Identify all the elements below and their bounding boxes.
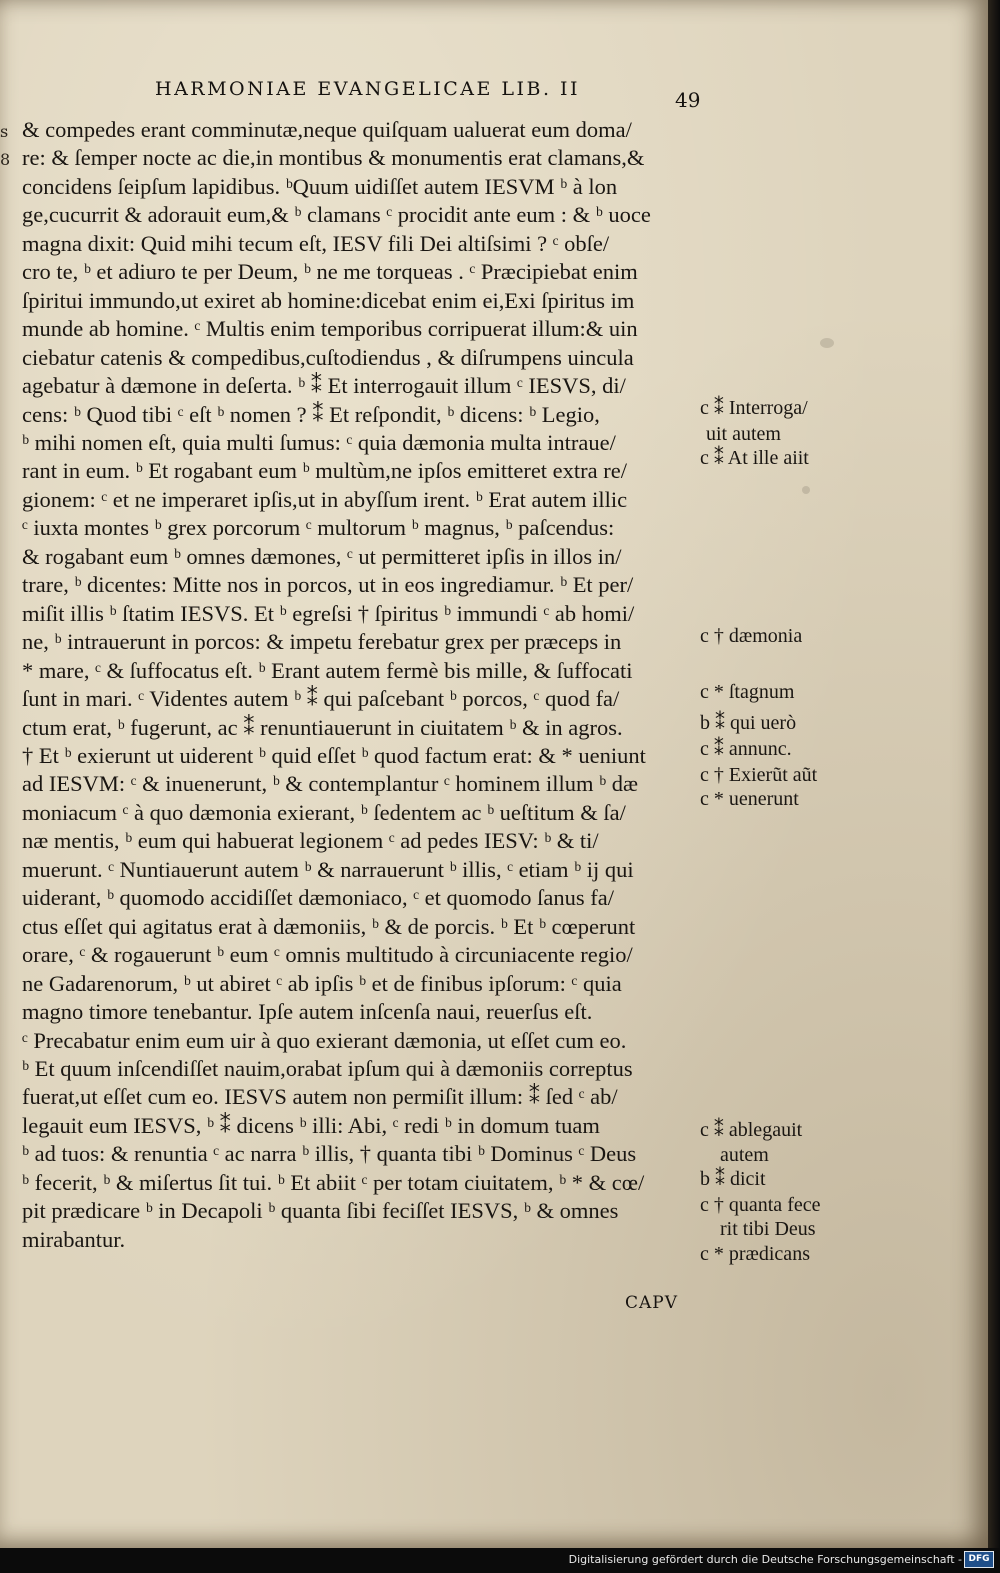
text-line: ᵇ Et quum inſcendiſſet nauim,orabat ipſum qui à dæmoniis correptus xyxy=(22,1055,633,1081)
text-line: ᶜ iuxta montes ᵇ grex porcorum ᶜ multorum ᵇ magnus, ᵇ paſcendus: xyxy=(22,515,615,541)
margin-note: rit tibi Deus xyxy=(720,1218,816,1240)
page-edge-shadow xyxy=(988,0,1000,1548)
text-line: ne, ᵇ intrauerunt in porcos: & impetu ferebatur grex per præceps in xyxy=(22,629,622,655)
digitization-credit: Digitalisierung gefördert durch die Deutsche Forschungsgemeinschaft - xyxy=(568,1553,962,1566)
text-line: orare, ᶜ & rogauerunt ᵇ eum ᶜ omnis multitudo à circuniacente regio/ xyxy=(22,942,633,968)
text-line: moniacum ᶜ à quo dæmonia exierant, ᵇ ſedentem ac ᵇ ueſtitum & ſa/ xyxy=(22,799,626,825)
text-line: ctus eſſet qui agitatus erat à dæmoniis, ᵇ & de porcis. ᵇ Et ᵇ cœperunt xyxy=(22,913,636,939)
text-line: mirabantur. xyxy=(22,1226,126,1252)
ink-smudge xyxy=(820,338,834,348)
text-line: concidens ſeipſum lapidibus. ᵇQuum uidiſſet autem IESVM ᵇ à lon xyxy=(22,173,618,199)
margin-note: c ⁑ Interroga/ xyxy=(700,397,808,419)
text-line: ᶜ Precabatur enim eum uir à quo exierant dæmonia, ut eſſet cum eo. xyxy=(22,1027,627,1053)
text-line: pit prædicare ᵇ in Decapoli ᵇ quanta ſibi feciſſet IESVS, ᵇ & omnes xyxy=(22,1198,619,1224)
running-title: HARMONIAE EVANGELICAE LIB. II xyxy=(155,78,581,100)
text-line: ne Gadarenorum, ᵇ ut abiret ᶜ ab ipſis ᵇ et de finibus ipſorum: ᶜ quia xyxy=(22,970,622,996)
text-line: rant in eum. ᵇ Et rogabant eum ᵇ multùm,ne ipſos emitteret extra re/ xyxy=(22,458,628,484)
text-line: fuerat,ut eſſet cum eo. IESVS autem non permiſit illum: ⁑ ſed ᶜ ab/ xyxy=(22,1084,618,1110)
catchword: CAPV xyxy=(625,1293,678,1313)
text-line: ciebatur catenis & compedibus,cuſtodiendus , & diſrumpens uincula xyxy=(22,344,634,370)
margin-note: c * prædicans xyxy=(700,1243,810,1265)
text-line: magna dixit: Quid mihi tecum eſt, IESV fili Dei altiſsimi ? ᶜ obſe/ xyxy=(22,230,610,256)
text-line: * mare, ᶜ & ſuffocatus eſt. ᵇ Erant autem fermè bis mille, & ſuffocati xyxy=(22,657,633,683)
margin-note: autem xyxy=(720,1144,769,1166)
edge-mark: 8 xyxy=(0,150,11,169)
edge-mark: ꜱ xyxy=(0,122,9,141)
text-line: ſunt in mari. ᶜ Videntes autem ᵇ ⁑ qui paſcebant ᵇ porcos, ᶜ quod fa/ xyxy=(22,686,620,712)
text-line: muerunt. ᶜ Nuntiauerunt autem ᵇ & narrauerunt ᵇ illis, ᶜ etiam ᵇ ij qui xyxy=(22,856,634,882)
margin-note: uit autem xyxy=(706,423,781,445)
text-line: ᵇ fecerit, ᵇ & miſertus ſit tui. ᵇ Et abiit ᶜ per totam ciuitatem, ᵇ * & cœ/ xyxy=(22,1169,645,1195)
margin-note: b ⁑ dicit xyxy=(700,1168,766,1190)
ink-smudge xyxy=(802,486,810,494)
text-line: ᵇ mihi nomen eſt, quia multi ſumus: ᶜ quia dæmonia multa intraue/ xyxy=(22,429,616,455)
margin-note: c ⁑ ablegauit xyxy=(700,1119,803,1141)
main-text-block xyxy=(22,116,712,1254)
text-line: ᵇ ad tuos: & renuntia ᶜ ac narra ᵇ illis, † quanta tibi ᵇ Dominus ᶜ Deus xyxy=(22,1141,637,1167)
left-edge-marks xyxy=(0,118,22,174)
text-line: † Et ᵇ exierunt ut uiderent ᵇ quid eſſet ᵇ quod factum erat: & * ueniunt xyxy=(22,742,646,768)
text-line: ctum erat, ᵇ fugerunt, ac ⁑ renuntiauerunt in ciuitatem ᵇ & in agros. xyxy=(22,714,623,740)
text-line: legauit eum IESVS, ᵇ ⁑ dicens ᵇ illi: Abi, ᶜ redi ᵇ in domum tuam xyxy=(22,1112,600,1138)
margin-note: b ⁑ qui uerò xyxy=(700,712,797,734)
text-line: trare, ᵇ dicentes: Mitte nos in porcos, ut in eos ingrediamur. ᵇ Et per/ xyxy=(22,572,634,598)
text-line: magno timore tenebantur. Ipſe autem inſcenſa naui, reuerſus eſt. xyxy=(22,999,593,1025)
text-line: & rogabant eum ᵇ omnes dæmones, ᶜ ut permitteret ipſis in illos in/ xyxy=(22,543,622,569)
margin-note: c * ſtagnum xyxy=(700,681,795,703)
text-line: & compedes erant comminutæ,neque quiſquam ualuerat eum doma/ xyxy=(22,117,632,142)
text-line: gionem: ᶜ et ne imperaret ipſis,ut in abyſſum irent. ᵇ Erat autem illic xyxy=(22,486,628,512)
margin-note: c ⁑ annunc. xyxy=(700,738,792,760)
text-line: ſpiritui immundo,ut exiret ab homine:dicebat enim ei,Exi ſpiritus im xyxy=(22,287,635,313)
text-line: uiderant, ᵇ quomodo accidiſſet dæmoniaco, ᶜ et quomodo ſanus fa/ xyxy=(22,885,614,911)
text-line: ge,cucurrit & adorauit eum,& ᵇ clamans ᶜ procidit ante eum : & ᵇ uoce xyxy=(22,202,651,228)
text-line: miſit illis ᵇ ſtatim IESVS. Et ᵇ egreſsi † ſpiritus ᵇ immundi ᶜ ab homi/ xyxy=(22,600,635,626)
margin-note: c * uenerunt xyxy=(700,788,799,810)
dfg-logo: DFG xyxy=(964,1551,994,1568)
text-line: cens: ᵇ Quod tibi ᶜ eſt ᵇ nomen ? ⁑ Et reſpondit, ᵇ dicens: ᵇ Legio, xyxy=(22,401,600,427)
text-line: agebatur à dæmone in deſerta. ᵇ ⁑ Et interrogauit illum ᶜ IESVS, di/ xyxy=(22,373,626,399)
text-line: næ mentis, ᵇ eum qui habuerat legionem ᶜ ad pedes IESV: ᵇ & ti/ xyxy=(22,828,599,854)
page-number: 49 xyxy=(675,88,701,112)
text-line: munde ab homine. ᶜ Multis enim temporibus corripuerat illum:& uin xyxy=(22,316,638,342)
text-line: ad IESVM: ᶜ & inuenerunt, ᵇ & contemplantur ᶜ hominem illum ᵇ dæ xyxy=(22,771,638,797)
margin-note: c ⁑ At ille aiit xyxy=(700,447,809,469)
margin-note: c † Exierũt aũt xyxy=(700,764,818,786)
text-line: re: & ſemper nocte ac die,in montibus & monumentis erat clamans,& xyxy=(22,145,645,171)
margin-note: c † quanta fece xyxy=(700,1194,821,1216)
margin-note: c † dæmonia xyxy=(700,625,803,647)
text-line: cro te, ᵇ et adiuro te per Deum, ᵇ ne me torqueas . ᶜ Præcipiebat enim xyxy=(22,259,638,285)
